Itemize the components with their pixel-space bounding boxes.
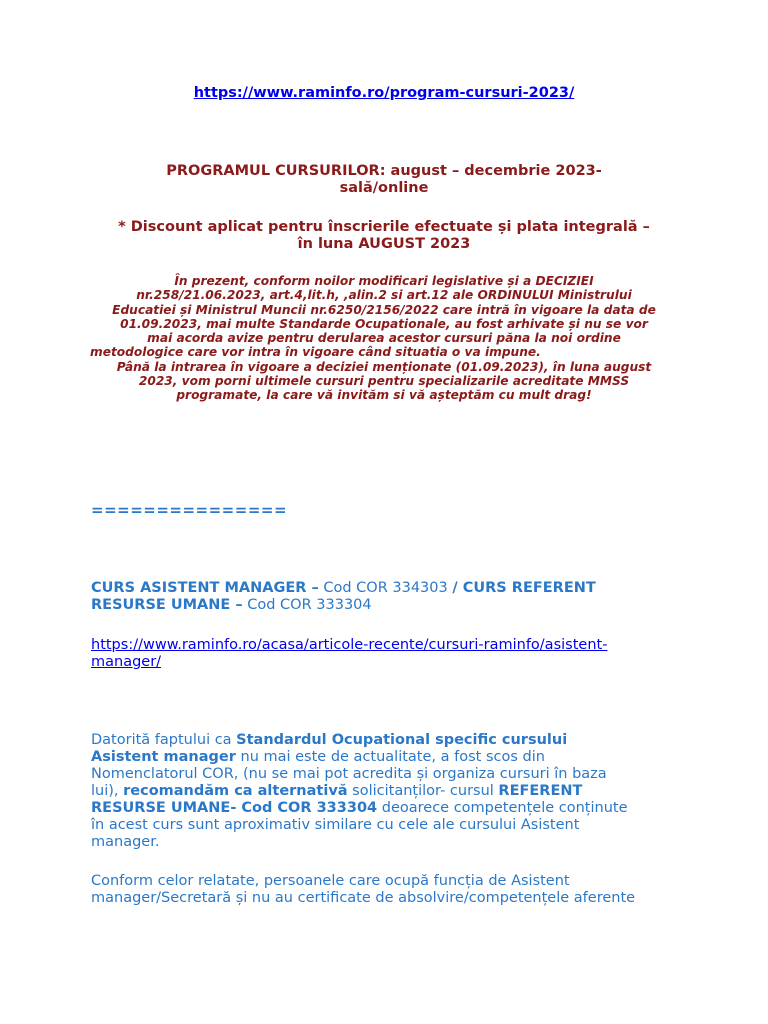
- course-title-b: CURS REFERENT: [462, 580, 596, 596]
- discount-line2: în luna AUGUST 2023: [297, 236, 471, 252]
- notice-line: 2023, vom porni ultimele cursuri pentru specializarile acreditate MMSS: [138, 374, 630, 389]
- discount-line1: * Discount aplicat pentru înscrierile efectuate și plata integrală –: [118, 219, 650, 235]
- p1-text: deoarece competențele conținute: [377, 800, 628, 816]
- paragraph-conclusion: [91, 873, 691, 907]
- p1-text: solicitanților- cursul: [347, 783, 499, 799]
- course-code-a: Cod COR 334303: [318, 580, 453, 596]
- course-title-a: CURS ASISTENT MANAGER –: [91, 580, 319, 596]
- asistent-manager-link[interactable]: [91, 637, 691, 671]
- notice-line: Până la intrarea în vigoare a deciziei menționate (01.09.2023), în luna august: [116, 359, 652, 374]
- notice-line: Educatiei și Ministrul Muncii nr.6250/2156/2022 care intră în vigoare la data de: [112, 302, 656, 317]
- notice-line: programate, la care vă invităm si vă așteptăm cu mult drag!: [176, 388, 592, 403]
- p2-line: Conform celor relatate, persoanele care ocupă funcția de Asistent: [91, 873, 570, 889]
- course-heading-line2: [91, 597, 691, 614]
- notice-line: 01.09.2023, mai multe Standarde Ocupationale, au fost arhivate și nu se vor: [120, 316, 648, 331]
- course-heading-line1: [91, 580, 691, 597]
- p1-bold: REFERENT: [498, 783, 583, 799]
- program-title-line2: sală/online: [339, 180, 429, 196]
- section-separator: ===============: [91, 501, 288, 519]
- p1-text: nu mai este de actualitate, a fost scos din: [235, 749, 545, 765]
- course-heading: [91, 580, 691, 614]
- program-title: [120, 163, 648, 197]
- notice-line: metodologice care vor intra în vigoare când situatia o va impune.: [90, 345, 541, 360]
- course-slash: /: [452, 580, 463, 596]
- p1-bold: Standardul Ocupational specific cursului: [236, 732, 568, 748]
- notice-line: În prezent, conform noilor modificari legislative și a DECIZIEI: [174, 274, 594, 288]
- link-line1: https://www.raminfo.ro/acasa/articole-recente/cursuri-raminfo/asistent-: [91, 637, 608, 653]
- p1-bold: Asistent manager: [91, 749, 236, 765]
- legislative-notice: [90, 274, 678, 403]
- program-url-link[interactable]: https://www.raminfo.ro/program-cursuri-2023/: [193, 85, 575, 101]
- link-line2: manager/: [91, 654, 162, 670]
- p1-text: în acest curs sunt aproximativ similare cu cele ale cursului Asistent: [91, 817, 580, 833]
- notice-line: nr.258/21.06.2023, art.4,lit.h, ,alin.2 si art.12 ale ORDINULUI Ministrului: [136, 288, 632, 303]
- p2-line: manager/Secretară și nu au certificate de absolvire/competențele aferente: [91, 890, 636, 906]
- course-code-b: Cod COR 333304: [242, 597, 372, 613]
- course-title-b2: RESURSE UMANE –: [91, 597, 243, 613]
- p1-text: lui),: [91, 783, 124, 799]
- p1-text: Nomenclatorul COR, (nu se mai pot acredita și organiza cursuri în baza: [91, 766, 607, 782]
- p1-bold: RESURSE UMANE- Cod COR 333304: [91, 800, 378, 816]
- paragraph-recommendation: [91, 732, 691, 851]
- notice-line: mai acorda avize pentru derularea acestor cursuri păna la noi ordine: [147, 331, 621, 346]
- p1-bold: recomandăm ca alternativă: [123, 783, 348, 799]
- discount-note: [90, 219, 678, 253]
- program-title-line1: PROGRAMUL CURSURILOR: august – decembrie 2023-: [166, 163, 602, 179]
- p1-text: Datorită faptului ca: [91, 732, 237, 748]
- p1-text: manager.: [91, 834, 160, 850]
